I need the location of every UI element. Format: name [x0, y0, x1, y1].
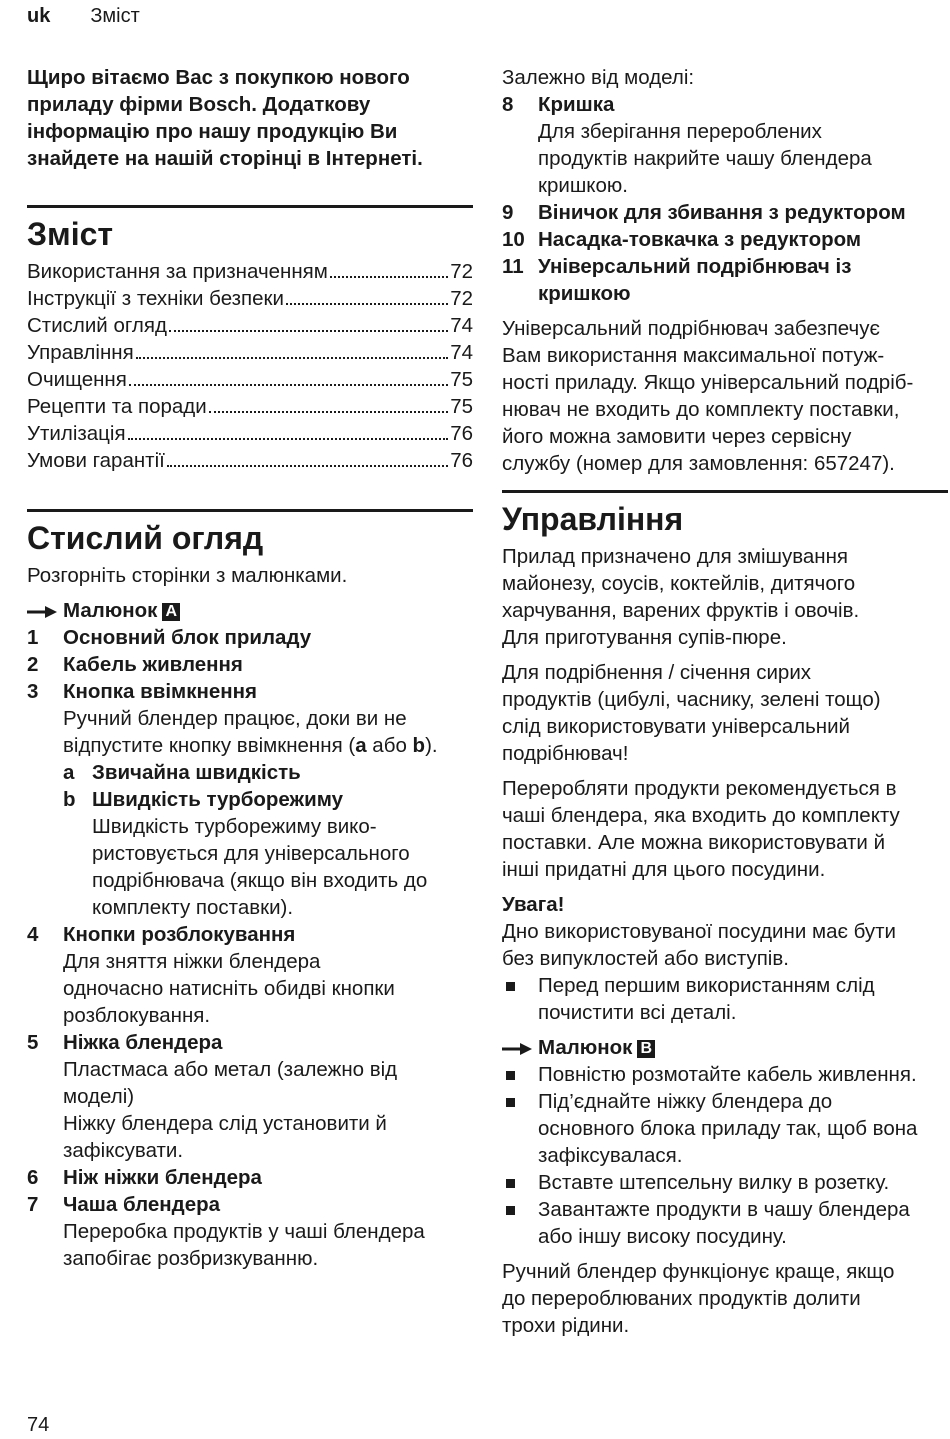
toc-row[interactable]: Утилізація 76	[27, 422, 473, 445]
table-of-contents	[27, 258, 473, 474]
bullet-item: Повністю розмотайте кабель живлення.	[502, 1061, 948, 1088]
section-rule	[27, 205, 473, 208]
list-item: 7 Чаша блендера Переробка продуктів у чаші блендера запобігає розбризкуванню.	[27, 1193, 425, 1270]
list-item: 5 Ніжка блендера Пластмаса або метал (залежно від моделі) Ніжку блендера слід установити й зафіксувати.	[27, 1031, 398, 1162]
toc-row[interactable]: Рецепти та поради 75	[27, 395, 473, 418]
list-item: 2 Кабель живлення	[27, 653, 243, 676]
bullet-item: Під’єднайте ніжку блендера до основного блока приладу так, щоб вона зафіксувалася.	[502, 1088, 948, 1169]
paragraph: Прилад призначено для змішування майонезу, соусів, коктейлів, дитячого харчування, варених фруктів і овочів. Для приготування супів-пюре.	[502, 545, 860, 649]
attention-heading: Увага!	[502, 893, 565, 916]
list-item: 4 Кнопки розблокування Для зняття ніжки блендера одночасно натисніть обидві кнопки розблокування.	[27, 923, 395, 1027]
figure-ref-a: Малюнок A	[27, 597, 473, 624]
intro-text: Щиро вітаємо Вас з покупкою нового приладу фірми Bosch. Додаткову інформацію про нашу продукцію Ви знайдете на нашій сторінці в Інтернеті.	[27, 66, 423, 170]
bullet-item: Вставте штепсельну вилку в розетку.	[502, 1169, 948, 1196]
sub-item: a Звичайна швидкість	[63, 761, 301, 784]
list-item: 8 Кришка Для зберігання перероблених продуктів накрийте чашу блендера кришкою.	[502, 93, 872, 197]
bullet-item: Перед першим використанням слід почистити всі деталі.	[502, 972, 948, 1026]
toc-row[interactable]: Очищення 75	[27, 368, 473, 391]
language-code: uk	[27, 5, 51, 27]
list-item: 10 Насадка-товкачка з редуктором	[502, 228, 862, 251]
list-item: 1 Основний блок приладу	[27, 626, 312, 649]
figure-ref-b: Малюнок B	[502, 1034, 948, 1061]
paragraph: Ручний блендер функціонує краще, якщо до перероблюваних продуктів долити трохи рідини.	[502, 1260, 895, 1337]
overview-title: Стислий огляд	[27, 520, 264, 556]
bullet-square-icon	[506, 1206, 515, 1215]
bullet-square-icon	[506, 1098, 515, 1107]
arrow-right-icon	[502, 1042, 532, 1056]
left-column	[27, 64, 473, 1272]
paragraph: Для подрібнення / січення сирих продуктів (цибулі, часнику, зелені тощо) слід використовувати універсальний подрібнювач!	[502, 661, 881, 765]
toc-row[interactable]: Використання за призначенням 72	[27, 260, 473, 283]
bullet-square-icon	[506, 1179, 515, 1188]
section-rule	[502, 490, 948, 493]
paragraph: Переробляти продукти рекомендується в чаші блендера, яка входить до комплекту поставки. Але можна використовувати й інші придатні для цього посудини.	[502, 777, 900, 881]
arrow-right-icon	[27, 605, 57, 619]
bullet-square-icon	[506, 982, 515, 991]
paragraph: Дно використовуваної посудини має бути без випуклостей або виступів.	[502, 920, 897, 970]
figure-letter-b: B	[637, 1040, 655, 1058]
list-item: 9 Віничок для збивання з редуктором	[502, 201, 906, 224]
section-rule	[27, 509, 473, 512]
page-header	[27, 3, 140, 30]
toc-row[interactable]: Стислий огляд 74	[27, 314, 473, 337]
operation-title: Управління	[502, 501, 684, 537]
bullet-square-icon	[506, 1071, 515, 1080]
toc-row[interactable]: Управління 74	[27, 341, 473, 364]
toc-title: Зміст	[27, 216, 114, 252]
overview-intro: Розгорніть сторінки з малюнками.	[27, 564, 348, 587]
model-note: Залежно від моделі:	[502, 66, 695, 89]
bullet-item: Завантажте продукти в чашу блендера або іншу високу посудину.	[502, 1196, 948, 1250]
page-number: 74	[27, 1414, 50, 1436]
toc-row[interactable]: Умови гарантії 76	[27, 449, 473, 472]
list-item: 3 Кнопка ввімкнення Ручний блендер працює, доки ви не відпустите кнопку ввімкнення (a або b).	[27, 680, 438, 757]
header-section: Зміст	[90, 5, 140, 27]
figure-letter-a: A	[162, 603, 180, 621]
list-item: 11 Універсальний подрібнювач із кришкою	[502, 255, 852, 305]
chopper-paragraph: Універсальний подрібнювач забезпечує Вам використання максимальної потуж- ності приладу. Якщо універсальний подріб- нювач не входить до комплекту поставки, його можна замовити через сервісну службу (номер для замовлення: 657247).	[502, 317, 914, 475]
list-item: 6 Ніж ніжки блендера	[27, 1166, 262, 1189]
toc-row[interactable]: Інструкції з техніки безпеки 72	[27, 287, 473, 310]
right-column	[502, 64, 948, 1347]
sub-item: b Швидкість турборежиму Швидкість турборежиму вико- ристовується для універсального подрібнювача (якщо він входить до комплекту поставки).	[63, 788, 428, 919]
